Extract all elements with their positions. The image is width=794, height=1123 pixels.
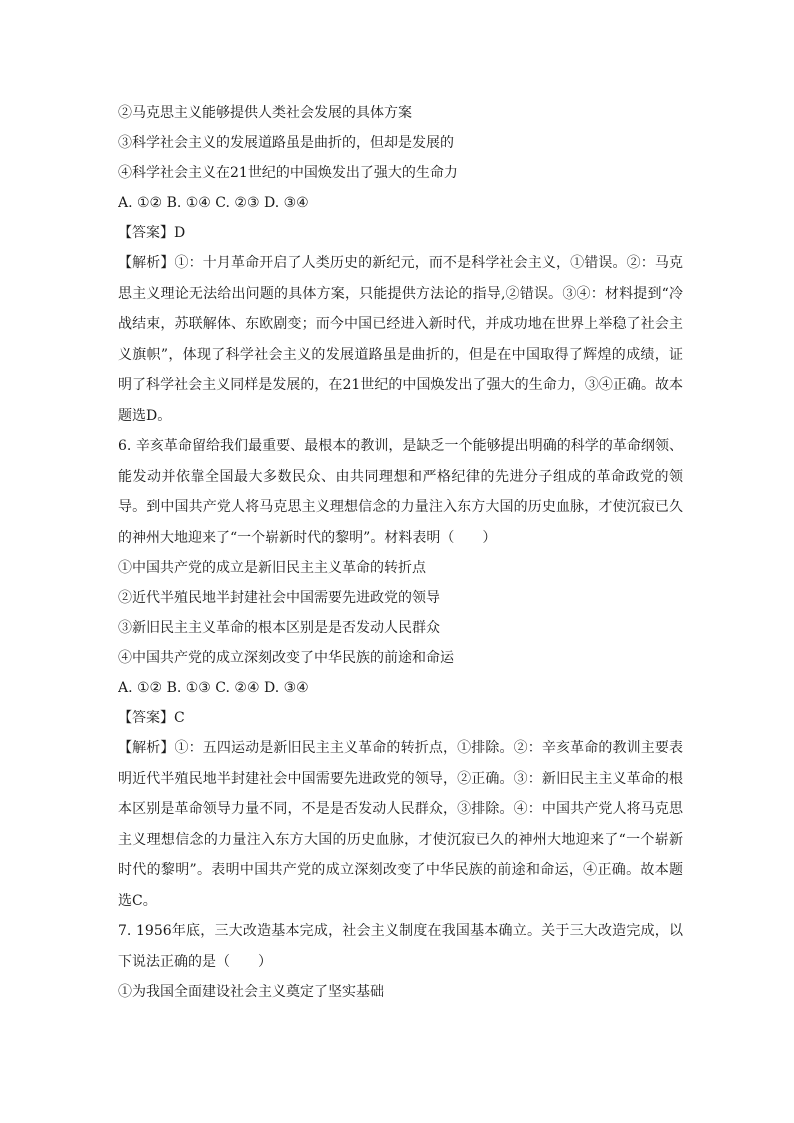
- q6-option-1: ①中国共产党的成立是新旧民主主义革命的转折点: [118, 560, 426, 576]
- question-6: [118, 431, 683, 916]
- q5-option-3: ③科学社会主义的发展道路虽是曲折的，但却是发展的: [118, 135, 454, 151]
- q6-option-3: ③新旧民主主义革命的根本区别是是否发动人民群众: [118, 620, 440, 636]
- q6-analysis: 【解析】①：五四运动是新旧民主主义革命的转折点，①排除。②：辛亥革命的教训主要表明近代半殖民地半封建社会中国需要先进政党的领导，②正确。③：新旧民主主义革命的根本区别是革命领导力量不同，不是是否发动人民群众，③排除。④：中国共产党人将马克思主义理想信念的力量注入东方大国的历史血脉，才使沉寂已久的神州大地迎来了“一个崭新时代的黎明”。表明中国共产党的成立深刻改变了中华民族的前途和命运，④正确。故本题选C。: [118, 740, 683, 909]
- q6-choices: A. ①② B. ①③ C. ②④ D. ③④: [118, 680, 309, 696]
- q6-answer: 【答案】C: [118, 710, 185, 726]
- q5-answer: 【答案】D: [118, 225, 186, 241]
- q7-stem: 7. 1956年底，三大改造基本完成，社会主义制度在我国基本确立。关于三大改造完成，以下说法正确的是（ ）: [118, 923, 683, 970]
- question-7: [118, 916, 683, 1007]
- q5-option-2: ②马克思主义能够提供人类社会发展的具体方案: [118, 105, 412, 121]
- q7-option-1: ①为我国全面建设社会主义奠定了坚实基础: [118, 984, 384, 1000]
- q6-option-2: ②近代半殖民地半封建社会中国需要先进政党的领导: [118, 590, 440, 606]
- q5-option-4: ④科学社会主义在21世纪的中国焕发出了强大的生命力: [118, 165, 458, 181]
- q5-analysis: 【解析】①：十月革命开启了人类历史的新纪元，而不是科学社会主义，①错误。②：马克思主义理论无法给出问题的具体方案，只能提供方法论的指导,②错误。③④：材料提到“冷战结束，苏联解体、东欧剧变；而今中国已经进入新时代，并成功地在世界上举稳了社会主义旗帜”，体现了科学社会主义的发展道路虽是曲折的，但是在中国取得了辉煌的成绩，证明了科学社会主义同样是发展的，在21世纪的中国焕发出了强大的生命力，③④正确。故本题选D。: [118, 255, 683, 424]
- q6-option-4: ④中国共产党的成立深刻改变了中华民族的前途和命运: [118, 650, 454, 666]
- document-page: [118, 98, 683, 1007]
- q6-stem: 6. 辛亥革命留给我们最重要、最根本的教训，是缺乏一个能够提出明确的科学的革命纲领、能发动并依靠全国最大多数民众、由共同理想和严格纪律的先进分子组成的革命政党的领导。到中国共产党人将马克思主义理想信念的力量注入东方大国的历史血脉，才使沉寂已久的神州大地迎来了“一个崭新时代的黎明”。材料表明（ ）: [118, 438, 683, 546]
- question-5-continued: [118, 98, 683, 431]
- q5-choices: A. ①② B. ①④ C. ②③ D. ③④: [118, 195, 309, 211]
